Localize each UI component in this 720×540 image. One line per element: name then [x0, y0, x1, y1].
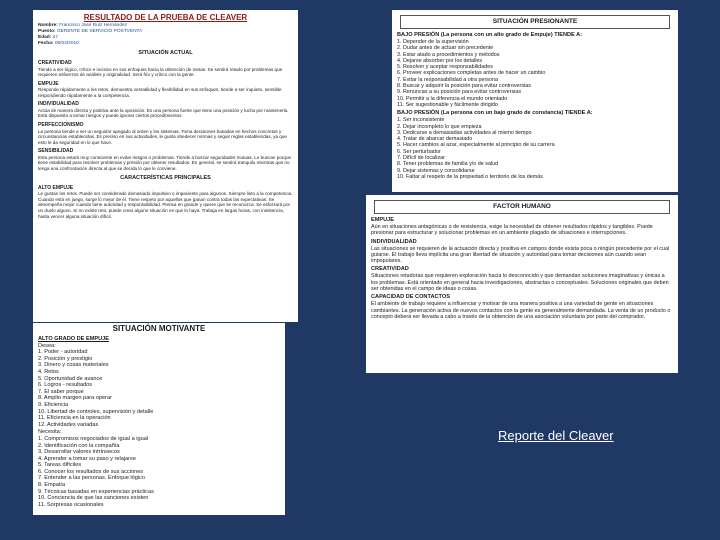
list-item: 11. Eficiencia en la operación: [38, 415, 111, 422]
info-label: Puesto:: [38, 29, 56, 34]
list-item: 9. Eficiencia: [38, 401, 69, 408]
low-constancy-heading: BAJO PRESIÓN (La persona con un bajo grado de constancia) TIENDE A:: [397, 110, 593, 117]
pressure-situation-document: [392, 10, 678, 192]
list-item: 4. Retos: [38, 368, 59, 375]
motivating-situation-document: [33, 323, 285, 515]
block-heading: CREATIVIDAD: [371, 266, 409, 273]
info-value: 05/03/2010: [54, 41, 79, 46]
list-item: 5. Oportunidad de avance: [38, 375, 103, 382]
list-item: 5. Tareas difíciles: [38, 462, 82, 469]
list-item: 5. Resolver y aceptar responsabilidades: [397, 64, 493, 71]
list-item: 7. Evitar la responsabilidad a otra persona: [397, 76, 498, 83]
block-text: Aún en situaciones antagónicas o de resistencia, exige la necesidad de obtener resultados rápidos y tangibles. Puede presionar para estructurar y solucionar problemas en un ambiente plagado de situaciones e interrupciones.: [371, 224, 653, 237]
needs-label: Necesita:: [38, 429, 62, 436]
list-item: 6. Conocer los resultados de sus acciones: [38, 468, 144, 475]
needs-list: [38, 436, 280, 509]
block-heading: EMPUJE: [371, 217, 395, 223]
cleaver-result-document: [33, 10, 298, 322]
list-item: 6. Ser perturbador: [397, 148, 441, 155]
block-text: Esta persona estará muy consciente en evitar riesgos o problemas. Tiende a buscar seguridades mutuas. Le buscan porque tiene estabilidad para resolver problemas y presión por obtener resultados. En general, se sentirá tranquilo mientras que no tenga una confrontación directa al que se decida lo que le conviene.: [38, 154, 292, 172]
list-item: 3. Desarrollar valores intrínsecos: [38, 449, 120, 456]
list-item: 2. Posición y prestigio: [38, 355, 93, 362]
wants-list: [38, 349, 280, 428]
info-label: Nombre:: [38, 23, 58, 28]
list-item: 9. Renunciar a su posición para evitar controversias: [397, 89, 522, 96]
list-item: 2. Identificación con la compañía: [38, 442, 120, 449]
block-text: Tiende a ser lógico, crítico e incisivo en sus enfoques hacia la obtención de metas. Se sentirá retado por problemas que requieren esfuerzos de análisis y originalidad. Será frío y crítico con la gente.: [38, 66, 283, 78]
list-item: 11. Ser sugestionable y fácilmente dirigido: [397, 101, 498, 108]
list-item: 1. Poder - autoridad: [38, 349, 88, 356]
info-line: [38, 41, 293, 47]
characteristics-text: Le gustan los retos. Puede ser considerado demasiado impulsivo o impaciente para algunos. Siempre listo a la competencia. Cuando está en juego, surge lo mejor de él. Tiene respeto por aquellos que ganan contra todas las expectativas. Se desempeña mejor cuando tiene autoridad y responsabilidad. Piensa en grande y quiere que se reconozca. Se esforzará por un duelo alguno. Si no existe reto, puede crear alguno situación en que lo haya. Trabaja en largas horas, con insistencia, hasta vencer alguna situación difícil.: [38, 191, 293, 219]
list-item: 1. Depender de la supervisión: [397, 39, 469, 45]
block-heading: PERFECCIONISMO: [38, 122, 84, 129]
slide-caption: Reporte del Cleaver: [498, 428, 614, 443]
pressure-title: SITUACIÓN PRESIONANTE: [400, 15, 670, 29]
human-factor-title: FACTOR HUMANO: [374, 200, 670, 214]
low-constancy-list: [397, 117, 673, 180]
list-item: 8. Amplio margen para operar: [38, 395, 113, 402]
list-item: 7. Difícil de localizar: [397, 155, 445, 162]
list-item: 12. Actividades variadas: [38, 421, 99, 428]
list-item: 1. Compromisos negociados de igual a igual: [38, 435, 149, 442]
current-situation-blocks: [38, 60, 293, 172]
block-text: Responde rápidamente a los retos, demuestra versatilidad y flexibilidad en sus enfoques, tiende a ser inquieto, sensible respondiendo rápidamente a la competencia.: [38, 87, 282, 98]
info-label: Fecha:: [38, 41, 54, 46]
block-heading: CREATIVIDAD: [38, 60, 72, 66]
info-value: GERENTE DE SERVICIO POSTVENTA: [56, 29, 143, 34]
block-heading: SENSIBILIDAD: [38, 148, 74, 155]
motivating-title: SITUACIÓN MOTIVANTE: [112, 324, 206, 333]
block-heading: EMPUJE: [38, 80, 59, 87]
personal-info: [38, 23, 293, 47]
list-item: 4. Dejarse absorber por los detalles: [397, 57, 483, 64]
human-factor-document: [366, 195, 678, 373]
list-item: 3. Dinero y cosas materiales: [38, 362, 109, 369]
list-item: 8. Empatía: [38, 482, 66, 489]
list-item: 8. Buscar y adquirir la posición para evitar controversias: [397, 83, 531, 90]
document-title: RESULTADO DE LA PRUEBA DE CLEAVER: [83, 13, 248, 22]
list-item: 10. Faltar al respeto de la propiedad o territorio de los demás: [397, 173, 543, 180]
list-item: 10. Conciencia de que las sanciones existen: [38, 495, 149, 502]
block-text: El ambiente de trabajo requiere a influenciar y motivar de una manera positiva a una variedad de gente en situaciones cambiantes. La generación activa de nuevos contactos con la gente es generalmente demandada. La venta de un producto o concepto deberá ser llevada a cabo a través de la obtención de una asociación voluntaria por parte del comprador.: [371, 301, 671, 320]
list-item: 8. Tener problemas de familia y/o de salud: [397, 161, 499, 168]
list-item: 1. Ser inconsistente: [397, 117, 445, 124]
high-drive-list: [397, 39, 673, 108]
list-item: 7. Entender a las personas. Enfoque lógico: [38, 475, 145, 482]
list-item: 5. Hacer cambios al azar, especialmente al principio de su carrera: [397, 142, 555, 149]
block-text: Actúa de manera directa y positiva ante la oposición. Es una persona fuerte que tiene una posición y lucha por mantenerla. Está dispuesto a tomar riesgos y puede ignorar ciertos procedimientos.: [38, 107, 289, 119]
list-item: 6. Proveer explicaciones completas antes de hacer un cambio: [397, 70, 546, 77]
block-text: La persona tiende a ser un seguidor apegado al orden y los sistemas. Toma decisiones basadas en hechos concretos y circunstancias establecidas. Es preciso en sus actividades, le gusta obedecer normas y seguir reglas establecidas, ya que esto le da seguridad en lo que hace.: [38, 128, 287, 145]
info-value: Francisco José Ruiz Hernández: [59, 23, 128, 28]
list-item: 9. Técnicas basadas en experiencias prácticas: [38, 488, 154, 495]
list-item: 6. Logros - resultados: [38, 382, 93, 389]
info-label: Edad:: [38, 35, 52, 40]
block-heading: CAPACIDAD DE CONTACTOS: [371, 294, 450, 301]
characteristics-heading: ALTO EMPUJE: [38, 184, 74, 191]
list-item: 9. Dejar sistemas y consolidarse: [397, 167, 475, 174]
high-drive-heading: BAJO PRESIÓN (La persona con un alto grado de Empuje) TIENDE A:: [397, 32, 583, 38]
block-text: Las situaciones se requieren de la actuación directa y positiva en campos donde exista poca o ningún precedente por el cual guiarse. El trabajo lleva implícita una gran libertad de situación y autoridad para tomar decisiones aún cuando sean impopulares.: [371, 245, 670, 265]
list-item: 10. Permitir a la diferencia el mundo orientado: [397, 95, 508, 102]
human-factor-blocks: [371, 217, 673, 320]
list-item: 4. Aprender a tomar su paso y relajarse: [38, 455, 136, 462]
block-text: Situaciones retadoras que requieren exploración hacia lo desconocido y que demandan soluciones imaginativas y únicas a los problemas. Está orientado en general hacia investigaciones, abstractas o conceptuales. Soluciones originales que deben ser obtenidas en el campo de ideas o cosas.: [371, 273, 669, 293]
list-item: 2. Dejar incompleto lo que empieza: [397, 123, 482, 130]
section-main-characteristics: CARACTERÍSTICAS PRINCIPALES: [120, 174, 211, 181]
list-item: 4. Tratar de abarcar demasiado: [397, 136, 473, 143]
drive-heading: ALTO GRADO DE EMPUJE: [38, 336, 109, 342]
list-item: 2. Dudar antes de actuar sin precedente: [397, 45, 494, 52]
list-item: 3. Estar atado a procedimientos y métodos: [397, 51, 500, 58]
list-item: 3. Dedicarse a demasiadas actividades al mismo tiempo: [397, 129, 532, 136]
list-item: 10. Libertad de controles, supervisión y detalle: [38, 408, 154, 415]
block-heading: INDIVIDUALIDAD: [38, 101, 79, 108]
info-value: 47: [52, 35, 59, 40]
wants-label: Desea:: [38, 342, 56, 349]
list-item: 11. Sorpresas ocasionales: [38, 501, 104, 508]
section-current-situation: SITUACIÓN ACTUAL: [138, 50, 193, 56]
list-item: 7. El saber porque: [38, 388, 84, 395]
block-heading: INDIVIDUALIDAD: [371, 238, 417, 245]
